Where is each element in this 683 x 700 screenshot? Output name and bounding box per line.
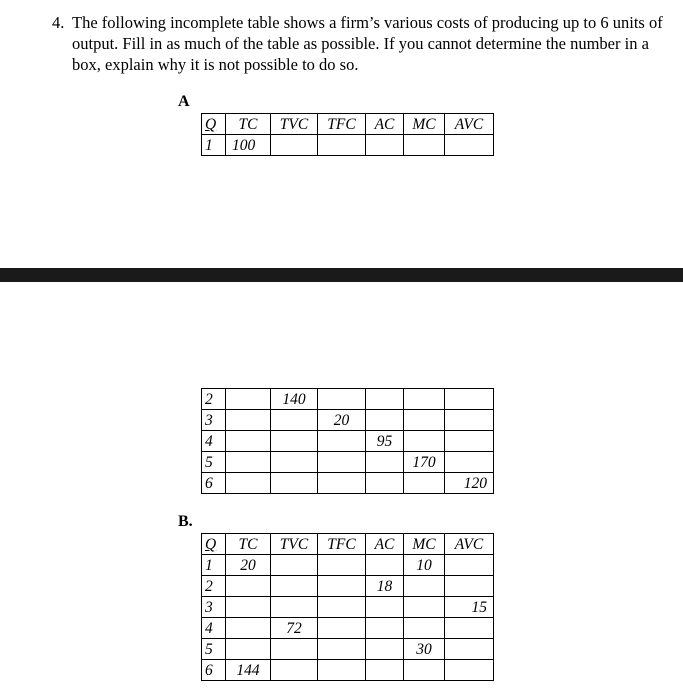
table-row bbox=[202, 597, 494, 618]
cell-tvc bbox=[271, 639, 318, 660]
cell-tfc bbox=[318, 639, 366, 660]
table-header-row bbox=[202, 114, 494, 135]
cell-avc: 120 bbox=[445, 473, 494, 494]
cell-ac bbox=[366, 410, 404, 431]
cell-tvc: 72 bbox=[271, 618, 318, 639]
part-b-label: B. bbox=[178, 513, 193, 530]
cell-tc bbox=[226, 410, 271, 431]
cell-avc bbox=[445, 576, 494, 597]
header-avc: AVC bbox=[445, 534, 494, 555]
cell-tvc bbox=[271, 576, 318, 597]
cell-tc bbox=[226, 618, 271, 639]
cell-mc: 30 bbox=[404, 639, 445, 660]
cell-q: 6 bbox=[202, 660, 226, 681]
cell-q: 4 bbox=[202, 431, 226, 452]
cell-ac bbox=[366, 135, 404, 156]
header-tvc: TVC bbox=[271, 534, 318, 555]
part-a-table-top bbox=[201, 113, 494, 156]
cell-ac bbox=[366, 555, 404, 576]
table-row bbox=[202, 452, 494, 473]
cell-tvc bbox=[271, 473, 318, 494]
table-row bbox=[202, 555, 494, 576]
cell-tc bbox=[226, 639, 271, 660]
cell-avc bbox=[445, 135, 494, 156]
cell-ac: 18 bbox=[366, 576, 404, 597]
cell-q: 2 bbox=[202, 576, 226, 597]
question-text: The following incomplete table shows a firm’s various costs of producing up to 6 units of output. Fill in as much of the table as possible. If you cannot determine the number in a box, explain why it is not possible to do so. bbox=[72, 13, 663, 74]
cell-tc: 144 bbox=[226, 660, 271, 681]
header-tvc: TVC bbox=[271, 114, 318, 135]
cell-avc bbox=[445, 431, 494, 452]
cell-tfc: 20 bbox=[318, 410, 366, 431]
cell-avc bbox=[445, 410, 494, 431]
table-row bbox=[202, 618, 494, 639]
cell-tc bbox=[226, 431, 271, 452]
cell-tfc bbox=[318, 431, 366, 452]
header-tc: TC bbox=[226, 534, 271, 555]
cell-tfc bbox=[318, 473, 366, 494]
part-a-label: A bbox=[178, 93, 190, 110]
cell-avc bbox=[445, 452, 494, 473]
cell-tfc bbox=[318, 389, 366, 410]
cell-q: 5 bbox=[202, 452, 226, 473]
part-a-table-continued bbox=[201, 388, 494, 494]
cell-tvc bbox=[271, 135, 318, 156]
cell-mc bbox=[404, 431, 445, 452]
cell-tfc bbox=[318, 660, 366, 681]
cell-ac bbox=[366, 639, 404, 660]
cell-mc bbox=[404, 660, 445, 681]
table-row bbox=[202, 431, 494, 452]
table-row bbox=[202, 410, 494, 431]
table-row bbox=[202, 660, 494, 681]
cell-avc bbox=[445, 618, 494, 639]
cell-tfc bbox=[318, 618, 366, 639]
cell-tvc bbox=[271, 410, 318, 431]
cell-tfc bbox=[318, 555, 366, 576]
cell-mc: 170 bbox=[404, 452, 445, 473]
cell-tfc bbox=[318, 452, 366, 473]
cell-avc bbox=[445, 639, 494, 660]
cell-tfc bbox=[318, 576, 366, 597]
cell-avc bbox=[445, 555, 494, 576]
cell-q: 4 bbox=[202, 618, 226, 639]
header-ac: AC bbox=[366, 114, 404, 135]
cell-tc: 100 bbox=[226, 135, 271, 156]
cell-ac bbox=[366, 389, 404, 410]
header-ac: AC bbox=[366, 534, 404, 555]
cell-q: 2 bbox=[202, 389, 226, 410]
cell-tfc bbox=[318, 135, 366, 156]
table-row bbox=[202, 639, 494, 660]
cell-ac bbox=[366, 597, 404, 618]
table-row bbox=[202, 576, 494, 597]
cell-tfc bbox=[318, 597, 366, 618]
cell-tvc bbox=[271, 660, 318, 681]
header-tfc: TFC bbox=[318, 534, 366, 555]
page-divider bbox=[0, 268, 683, 282]
table-row bbox=[202, 473, 494, 494]
cell-mc bbox=[404, 576, 445, 597]
cell-tc bbox=[226, 576, 271, 597]
header-mc: MC bbox=[404, 114, 445, 135]
part-b-table bbox=[201, 533, 494, 681]
cell-q: 5 bbox=[202, 639, 226, 660]
cell-tc: 20 bbox=[226, 555, 271, 576]
cell-ac bbox=[366, 473, 404, 494]
cell-tvc bbox=[271, 555, 318, 576]
cell-mc bbox=[404, 135, 445, 156]
header-mc: MC bbox=[404, 534, 445, 555]
cell-mc bbox=[404, 410, 445, 431]
header-avc: AVC bbox=[445, 114, 494, 135]
cell-mc bbox=[404, 597, 445, 618]
header-q: Q bbox=[202, 534, 226, 555]
question-number: 4. bbox=[52, 13, 65, 32]
cell-tvc: 140 bbox=[271, 389, 318, 410]
cell-q: 3 bbox=[202, 597, 226, 618]
cell-mc: 10 bbox=[404, 555, 445, 576]
cell-avc bbox=[445, 389, 494, 410]
cell-tc bbox=[226, 389, 271, 410]
cell-avc bbox=[445, 660, 494, 681]
header-tfc: TFC bbox=[318, 114, 366, 135]
cell-avc: 15 bbox=[445, 597, 494, 618]
cell-ac bbox=[366, 618, 404, 639]
cell-tc bbox=[226, 452, 271, 473]
cell-tvc bbox=[271, 452, 318, 473]
cell-mc bbox=[404, 473, 445, 494]
cell-ac bbox=[366, 452, 404, 473]
header-q: Q bbox=[202, 114, 226, 135]
table-row bbox=[202, 135, 494, 156]
cell-q: 1 bbox=[202, 555, 226, 576]
table-row bbox=[202, 389, 494, 410]
cell-q: 6 bbox=[202, 473, 226, 494]
cell-ac: 95 bbox=[366, 431, 404, 452]
cell-tc bbox=[226, 597, 271, 618]
table-header-row bbox=[202, 534, 494, 555]
cell-mc bbox=[404, 389, 445, 410]
cell-q: 3 bbox=[202, 410, 226, 431]
cell-ac bbox=[366, 660, 404, 681]
cell-tvc bbox=[271, 431, 318, 452]
cell-q: 1 bbox=[202, 135, 226, 156]
header-tc: TC bbox=[226, 114, 271, 135]
cell-tvc bbox=[271, 597, 318, 618]
cell-mc bbox=[404, 618, 445, 639]
cell-tc bbox=[226, 473, 271, 494]
